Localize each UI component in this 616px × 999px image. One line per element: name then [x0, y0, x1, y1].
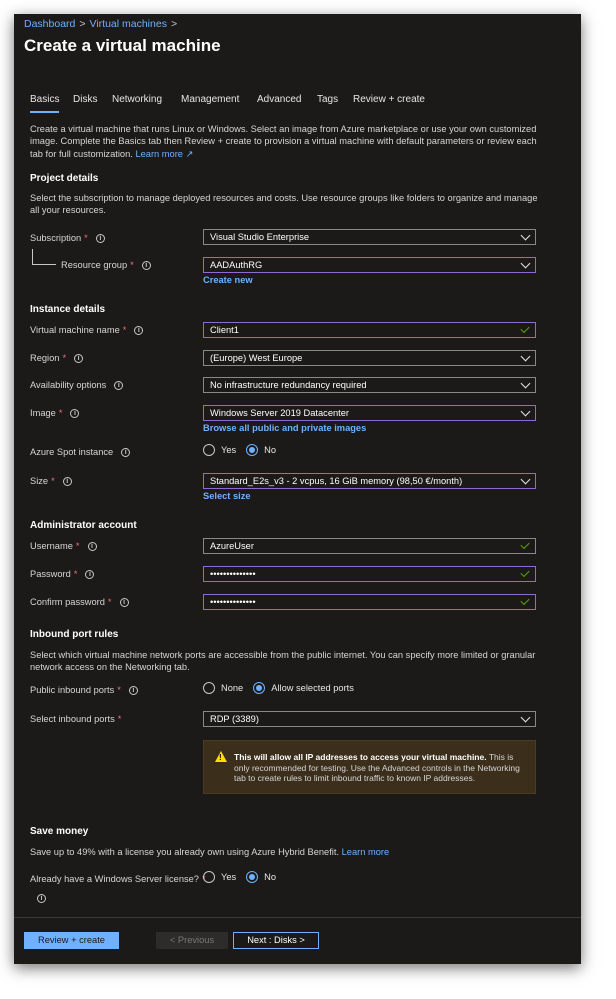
tab-basics[interactable]: Basics — [30, 94, 60, 105]
radio-button[interactable] — [203, 682, 215, 694]
azure-spot-label: Azure Spot instance i — [30, 447, 130, 457]
info-icon[interactable]: i — [121, 448, 130, 457]
chevron-down-icon — [521, 713, 531, 723]
instance-details-heading: Instance details — [30, 304, 106, 315]
spot-yes-option[interactable]: Yes — [203, 444, 236, 456]
resource-group-label: Resource group * i — [61, 260, 151, 270]
inbound-rules-heading: Inbound port rules — [30, 629, 119, 640]
create-new-resource-group-link[interactable]: Create new — [203, 275, 253, 285]
browse-images-link[interactable]: Browse all public and private images — [203, 423, 367, 433]
username-label: Username * i — [30, 541, 97, 551]
required-asterisk: * — [51, 476, 55, 486]
info-icon[interactable]: i — [85, 570, 94, 579]
azure-spot-radio-group — [203, 444, 286, 456]
availability-options-select[interactable]: No infrastructure redundancy required — [203, 377, 536, 393]
radio-button[interactable] — [203, 444, 215, 456]
required-asterisk: * — [75, 541, 80, 551]
create-vm-blade — [14, 14, 581, 964]
required-asterisk: * — [117, 685, 121, 695]
warning-icon: ! — [215, 751, 227, 762]
availability-options-label: Availability options i — [30, 380, 123, 390]
info-icon[interactable]: i — [70, 409, 79, 418]
breadcrumb — [24, 18, 181, 30]
resource-group-select[interactable]: AADAuthRG — [203, 257, 536, 273]
save-money-heading: Save money — [30, 826, 89, 837]
subscription-label: Subscription * i — [30, 233, 105, 243]
save-money-learn-more-link[interactable]: Learn more — [341, 847, 390, 857]
tree-connector — [32, 264, 56, 265]
checkmark-icon — [520, 324, 529, 333]
required-asterisk: * — [130, 260, 134, 270]
vm-name-input[interactable]: Client1 — [203, 322, 536, 338]
radio-button-selected[interactable] — [246, 444, 258, 456]
required-asterisk: * — [107, 597, 112, 607]
windows-license-info — [30, 887, 46, 905]
tree-connector — [32, 249, 33, 264]
intro-learn-more-link[interactable]: Learn more — [135, 148, 183, 159]
required-asterisk: * — [122, 325, 127, 335]
chevron-down-icon — [521, 259, 531, 269]
breadcrumb-separator-icon: > — [79, 18, 86, 30]
tab-disks[interactable]: Disks — [73, 94, 98, 105]
chevron-down-icon — [521, 475, 531, 485]
checkmark-icon — [520, 540, 529, 549]
size-label: Size * i — [30, 476, 72, 486]
radio-button[interactable] — [203, 871, 215, 883]
inbound-rules-description: Select which virtual machine network ports are accessible from the public internet. You can specify more limited or granular network access on the Networking tab. — [30, 650, 536, 673]
warning-banner — [203, 740, 536, 794]
public-inbound-ports-radio-group — [203, 682, 364, 694]
inbound-none-option[interactable]: None — [203, 682, 243, 694]
review-create-button[interactable]: Review + create — [24, 932, 119, 949]
footer-divider — [14, 917, 581, 918]
tab-review-create[interactable]: Review + create — [353, 94, 425, 105]
required-asterisk: * — [62, 353, 67, 363]
breadcrumb-dashboard[interactable]: Dashboard — [24, 18, 76, 30]
admin-account-heading: Administrator account — [30, 520, 137, 531]
project-details-heading: Project details — [30, 173, 99, 184]
info-icon[interactable]: i — [134, 326, 143, 335]
breadcrumb-separator-icon: > — [170, 18, 178, 30]
windows-license-radio-group — [203, 871, 286, 883]
project-details-description: Select the subscription to manage deployed resources and costs. Use resource groups like folders to organize and manage all your resources. — [30, 193, 538, 216]
info-icon[interactable]: i — [96, 234, 105, 243]
tab-tags[interactable]: Tags — [317, 94, 339, 105]
chevron-down-icon — [521, 352, 531, 362]
external-link-icon: ↗ — [185, 148, 194, 159]
region-label: Region * i — [30, 353, 83, 363]
intro-description: Create a virtual machine that runs Linux or Windows. Select an image from Azure marketplace or use your own customized image. Complete the Basics tab then Review + create to provision a virtual machine with default parameters or review each tab for full customization. — [30, 124, 537, 159]
password-input[interactable]: •••••••••••••• — [203, 566, 536, 582]
size-select[interactable]: Standard_E2s_v3 - 2 vcpus, 16 GiB memory (98,50 €/month) — [203, 473, 536, 489]
select-inbound-ports-label: Select inbound ports * — [30, 714, 122, 724]
required-asterisk: * — [73, 569, 78, 579]
inbound-allow-option[interactable]: Allow selected ports — [253, 682, 354, 694]
breadcrumb-virtual-machines[interactable]: Virtual machines — [89, 18, 167, 30]
previous-button[interactable]: < Previous — [156, 932, 228, 949]
info-icon[interactable]: i — [120, 598, 129, 607]
required-asterisk: * — [117, 714, 122, 724]
select-size-link[interactable]: Select size — [203, 491, 251, 501]
image-label: Image * i — [30, 408, 79, 418]
intro-text — [30, 123, 540, 160]
public-inbound-ports-label: Public inbound ports * i — [30, 685, 138, 695]
windows-license-label: Already have a Windows Server license? * — [30, 874, 206, 884]
vm-name-label: Virtual machine name * i — [30, 325, 143, 335]
confirm-password-input[interactable]: •••••••••••••• — [203, 594, 536, 610]
checkmark-icon — [520, 568, 529, 577]
tab-networking[interactable]: Networking — [112, 94, 163, 105]
page-title: Create a virtual machine — [24, 36, 221, 55]
info-icon[interactable]: i — [37, 894, 46, 903]
required-asterisk: * — [84, 233, 88, 243]
chevron-down-icon — [521, 231, 531, 241]
info-icon[interactable]: i — [129, 686, 138, 695]
checkmark-icon — [520, 596, 529, 605]
info-icon[interactable]: i — [88, 542, 97, 551]
warning-text: This is only recommended for testing. Use the Advanced controls in the Networking tab to create rules to limit inbound traffic to known IP addresses. — [234, 752, 520, 783]
info-icon[interactable]: i — [114, 381, 123, 390]
region-select[interactable]: (Europe) West Europe — [203, 350, 536, 366]
chevron-down-icon — [521, 407, 531, 417]
info-icon[interactable]: i — [142, 261, 151, 270]
required-asterisk: * — [201, 874, 206, 884]
chevron-down-icon — [521, 379, 531, 389]
confirm-password-label: Confirm password * i — [30, 597, 129, 607]
select-inbound-ports-select[interactable]: RDP (3389) — [203, 711, 536, 727]
username-input[interactable]: AzureUser — [203, 538, 536, 554]
radio-button-selected[interactable] — [246, 871, 258, 883]
license-yes-option[interactable]: Yes — [203, 871, 236, 883]
info-icon[interactable]: i — [74, 354, 83, 363]
tab-management[interactable]: Management — [181, 94, 240, 105]
save-money-text: Save up to 49% with a license you already own using Azure Hybrid Benefit. Learn more — [30, 847, 390, 857]
license-no-option[interactable]: No — [246, 871, 276, 883]
next-disks-button[interactable]: Next : Disks > — [233, 932, 319, 949]
radio-button-selected[interactable] — [253, 682, 265, 694]
info-icon[interactable]: i — [63, 477, 72, 486]
subscription-select[interactable]: Visual Studio Enterprise — [203, 229, 536, 245]
spot-no-option[interactable]: No — [246, 444, 276, 456]
password-label: Password * i — [30, 569, 94, 579]
warning-bold-text: This will allow all IP addresses to access your virtual machine. — [234, 752, 487, 762]
required-asterisk: * — [58, 408, 63, 418]
tab-advanced[interactable]: Advanced — [257, 94, 302, 105]
image-select[interactable]: Windows Server 2019 Datacenter — [203, 405, 536, 421]
